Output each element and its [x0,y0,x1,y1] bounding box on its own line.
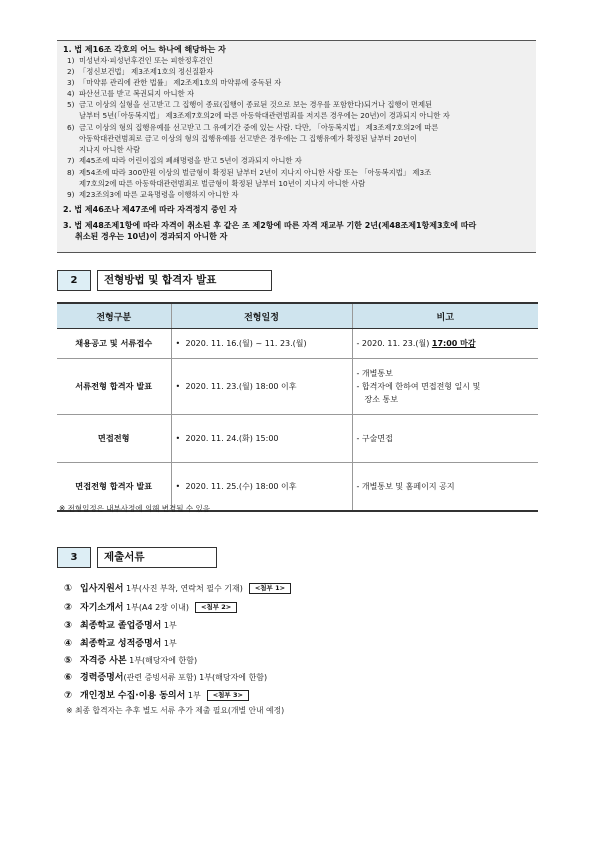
document-item: ③ 최종학교 졸업증명서 1부 [64,620,177,631]
row-schedule: • 2020. 11. 16.(월) ~ 11. 23.(월) [171,329,352,359]
dq-item-5: 5) 금고 이상의 실형을 선고받고 그 집행이 종료(집행이 종료된 것으로 보는 경우를 포함한다)되거나 집행이 면제된 [67,100,433,109]
dq-item-8-cont: 제7호의2에 따른 아동학대관련범죄로 벌금형이 확정된 날부터 10년이 지나지 아니한 사람 [79,179,366,188]
dq-item-7: 7) 제45조에 따라 어린이집의 폐쇄명령을 받고 5년이 경과되지 아니한 자 [67,156,302,165]
dq-item-3: 3) 「마약류 관리에 관한 법률」 제2조제1호의 마약류에 중독된 자 [67,78,282,87]
dq-item-6-cont-a: 아동학대관련범죄로 금고 이상의 형의 집행유예를 선고받은 경우에는 그 집행유예가 확정된 날부터 20년이 [79,134,417,143]
documents-footnote: ※ 최종 합격자는 추후 별도 서류 추가 제출 필요(개별 안내 예정) [66,706,285,715]
dq-item-9: 9) 제23조의3에 따른 교육명령을 이행하지 아니한 자 [67,190,239,199]
document-item: ② 자기소개서 1부(A4 2장 이내) <첨부 2> [64,600,237,615]
dq-item-6: 6) 금고 이상의 형의 집행유예를 선고받고 그 유예기간 중에 있는 사람. 다만, 「아동복지법」 제3조제7호의2에 따른 [67,123,439,132]
schedule-table [57,302,538,512]
section-2-number: 2 [57,270,91,291]
document-item: ⑥ 경력증명서(관련 증빙서류 포함) 1부(해당자에 한함) [64,672,268,683]
row-schedule: • 2020. 11. 23.(월) 18:00 이후 [171,359,352,415]
row-stage: 면접전형 [57,415,171,463]
dq-item-2: 2) 「정신보건법」 제3조제1호의 정신질환자 [67,67,214,76]
section-3-title: 제출서류 [97,547,217,568]
dq-heading-3b: 취소된 경우는 10년)이 경과되지 아니한 자 [75,232,228,241]
document-item: ① 입사지원서 1부(사진 부착, 연락처 필수 기재) <첨부 1> [64,581,291,596]
row-note: - 개별통보 - 합격자에 한하여 면접전형 일시 및 장소 통보 [352,359,538,415]
attachment-badge: <첨부 3> [207,690,249,701]
dq-item-5-cont: 날부터 5년(「아동복지법」 제3조제7호의2에 따른 아동학대관련범죄를 저지른 경우에는 20년)이 경과되지 아니한 자 [79,111,450,120]
header-note: 비고 [352,303,538,329]
dq-item-8: 8) 제54조에 따라 300만원 이상의 벌금형이 확정된 날부터 2년이 지나지 아니한 사람 또는 「아동복지법」 제3조 [67,168,432,177]
table-row [57,415,538,463]
row-stage: 면접전형 합격자 발표 [57,463,171,511]
dq-heading-2: 2. 법 제46조나 제47조에 따라 자격정지 중인 자 [63,205,238,214]
document-item: ④ 최종학교 성적증명서 1부 [64,638,177,649]
section-2-title: 전형방법 및 합격자 발표 [97,270,272,291]
row-schedule: • 2020. 11. 24.(화) 15:00 [171,415,352,463]
dq-heading-1: 1. 법 제16조 각호의 어느 하나에 해당하는 자 [63,45,226,54]
row-note: - 2020. 11. 23.(월) 17:00 마감 [352,329,538,359]
row-stage: 채용공고 및 서류접수 [57,329,171,359]
row-note: - 구술면접 [352,415,538,463]
dq-item-4: 4) 파산선고를 받고 복권되지 아니한 자 [67,89,195,98]
document-item: ⑤ 자격증 사본 1부(해당자에 한함) [64,655,198,666]
row-schedule: • 2020. 11. 25.(수) 18:00 이후 [171,463,352,511]
row-note: - 개별통보 및 홈페이지 공지 [352,463,538,511]
header-schedule: 전형일정 [171,303,352,329]
dq-heading-3a: 3. 법 제48조제1항에 따라 자격이 취소된 후 같은 조 제2항에 따른 자격 재교부 기한 2년(제48조제1항제3호에 따라 [63,221,477,230]
section-3-number: 3 [57,547,91,568]
attachment-badge: <첨부 1> [249,583,291,594]
table-header-row [57,303,538,329]
header-stage: 전형구분 [57,303,171,329]
table-row [57,329,538,359]
row-stage: 서류전형 합격자 발표 [57,359,171,415]
table-row [57,359,538,415]
dq-item-1: 1) 미성년자·피성년후견인 또는 피한정후견인 [67,56,213,65]
document-item: ⑦ 개인정보 수집·이용 동의서 1부 <첨부 3> [64,688,249,703]
dq-item-6-cont-b: 지나지 아니한 사람 [79,145,141,154]
schedule-footnote: ※ 전형일정은 내부사정에 의해 변경될 수 있음 [59,504,210,513]
attachment-badge: <첨부 2> [195,602,237,613]
